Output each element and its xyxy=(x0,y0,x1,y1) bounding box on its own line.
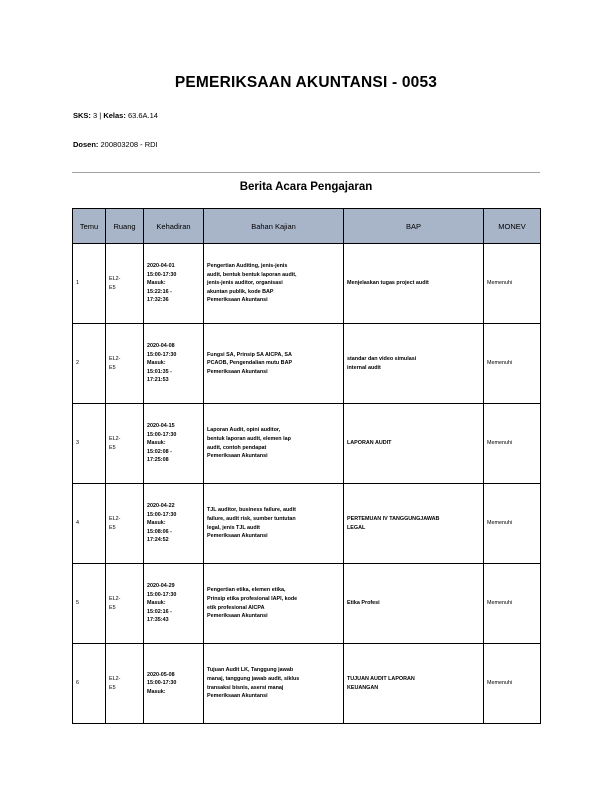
topic-line: Pengertian Auditing, jenis-jenis xyxy=(207,262,288,269)
topic-line: manaj, tanggung jawab audit, siklus xyxy=(207,675,300,682)
attendance-line: 15:00-17:30 xyxy=(147,680,177,687)
bap-line: TUJUAN AUDIT LAPORAN xyxy=(347,675,415,682)
topic-line: audit, bentuk bentuk laporan audit, xyxy=(207,271,297,278)
attendance-line: 15:08:06 - xyxy=(147,528,172,535)
column-header-ruang: Ruang xyxy=(106,209,144,244)
sks-label: SKS: xyxy=(73,111,91,120)
bap-line: PERTEMUAN IV TANGGUNGJAWAB xyxy=(347,515,440,522)
column-header-bap: BAP xyxy=(344,209,484,244)
column-header-temu: Temu xyxy=(73,209,106,244)
cell-bap xyxy=(344,644,484,724)
room-code-line: EL2- xyxy=(109,435,121,442)
table-body xyxy=(73,244,541,724)
cell-ruang xyxy=(106,404,144,484)
table-row xyxy=(73,484,541,564)
attendance-line: Masuk: xyxy=(147,600,166,607)
course-info-line xyxy=(73,111,158,120)
topic-line: Fungsi SA, Prinsip SA AICPA, SA xyxy=(207,351,292,358)
attendance-line: 2020-04-15 xyxy=(147,422,175,429)
cell-kehadiran xyxy=(144,644,204,724)
topic-line: Pemeriksaan Akuntansi xyxy=(207,533,268,540)
dosen-value: 200803208 - RDI xyxy=(100,140,158,149)
cell-monev: Memenuhi xyxy=(484,404,541,484)
table-row xyxy=(73,564,541,644)
attendance-line: 17:32:36 xyxy=(147,297,169,304)
topic-line: Tujuan Audit LK, Tanggung jawab xyxy=(207,667,294,674)
room-code-line: E5 xyxy=(109,684,116,691)
topic-line: akuntan publik, kode BAP xyxy=(207,288,274,295)
attendance-line: 17:24:52 xyxy=(147,537,169,544)
attendance-line: 2020-04-01 xyxy=(147,262,175,269)
bap-line: LEGAL xyxy=(347,524,366,531)
section-title: Berita Acara Pengajaran xyxy=(239,181,373,193)
cell-temu: 4 xyxy=(73,484,106,564)
topic-line: etik profesional AICPA xyxy=(207,604,265,611)
topic-line: Pemeriksaan Akuntansi xyxy=(207,693,268,700)
room-code-line: EL2- xyxy=(109,595,121,602)
cell-kehadiran xyxy=(144,564,204,644)
cell-ruang xyxy=(106,484,144,564)
room-code-line: E5 xyxy=(109,524,116,531)
cell-temu: 6 xyxy=(73,644,106,724)
topic-line: Prinsip etika profesional IAPI, kode xyxy=(207,595,298,602)
room-code-line: E5 xyxy=(109,444,116,451)
topic-line: TJL auditor, business failure, audit xyxy=(207,507,296,514)
topic-line: transaksi bisnis, asersi manaj xyxy=(207,684,284,691)
cell-monev: Memenuhi xyxy=(484,484,541,564)
attendance-line: Masuk: xyxy=(147,280,166,287)
divider xyxy=(72,172,540,173)
teaching-record-table xyxy=(72,208,541,724)
topic-line: audit, contoh pendapat xyxy=(207,444,267,451)
column-header-kehadiran: Kehadiran xyxy=(144,209,204,244)
kelas-value: 63.6A.14 xyxy=(127,111,158,120)
attendance-line: 15:02:08 - xyxy=(147,448,172,455)
cell-temu: 3 xyxy=(73,404,106,484)
attendance-line: 17:21:53 xyxy=(147,377,169,384)
cell-kehadiran xyxy=(144,244,204,324)
attendance-line: 15:02:16 - xyxy=(147,608,172,615)
room-code-line: EL2- xyxy=(109,515,121,522)
table-row xyxy=(73,404,541,484)
room-code-line: EL2- xyxy=(109,675,121,682)
kelas-label: Kelas: xyxy=(103,111,126,120)
attendance-line: 15:00-17:30 xyxy=(147,271,177,278)
attendance-line: Masuk: xyxy=(147,688,166,695)
cell-kehadiran xyxy=(144,484,204,564)
attendance-line: Masuk: xyxy=(147,520,166,527)
cell-ruang xyxy=(106,564,144,644)
bap-line: internal audit xyxy=(347,364,381,371)
bap-line: KEUANGAN xyxy=(347,684,379,691)
room-code-line: E5 xyxy=(109,604,116,611)
attendance-line: 2020-04-29 xyxy=(147,582,175,589)
sks-value: 3 xyxy=(93,111,98,120)
dosen-label: Dosen: xyxy=(73,140,99,149)
column-header-bahan-kajian: Bahan Kajian xyxy=(204,209,344,244)
table-row xyxy=(73,244,541,324)
attendance-line: 15:00-17:30 xyxy=(147,511,177,518)
attendance-line: 17:25:08 xyxy=(147,457,169,464)
cell-kehadiran xyxy=(144,404,204,484)
cell-monev: Memenuhi xyxy=(484,324,541,404)
cell-bahan-kajian xyxy=(204,324,344,404)
topic-line: Pemeriksaan Akuntansi xyxy=(207,613,268,620)
cell-temu: 2 xyxy=(73,324,106,404)
bap-line: Menjelaskan tugas project audit xyxy=(347,280,429,287)
topic-line: Pemeriksaan Akuntansi xyxy=(207,453,268,460)
attendance-line: 15:22:16 - xyxy=(147,288,172,295)
cell-bahan-kajian xyxy=(204,644,344,724)
room-code-line: EL2- xyxy=(109,275,121,282)
attendance-line: 15:01:35 - xyxy=(147,368,172,375)
attendance-line: 2020-04-22 xyxy=(147,502,175,509)
cell-bap xyxy=(344,324,484,404)
attendance-line: 15:00-17:30 xyxy=(147,351,177,358)
cell-bahan-kajian xyxy=(204,404,344,484)
cell-monev: Memenuhi xyxy=(484,244,541,324)
topic-line: bentuk laporan audit, elemen lap xyxy=(207,435,291,442)
table-header-row xyxy=(73,209,541,244)
topic-line: Pengertian etika, elemen etika, xyxy=(207,587,286,594)
cell-ruang xyxy=(106,644,144,724)
column-header-monev: MONEV xyxy=(484,209,541,244)
cell-bap xyxy=(344,404,484,484)
topic-line: failure, audit risk, sumber tuntutan xyxy=(207,515,296,522)
attendance-line: 2020-05-08 xyxy=(147,671,175,678)
bap-line: standar dan video simulasi xyxy=(347,355,417,362)
room-code-line: EL2- xyxy=(109,355,121,362)
table-row xyxy=(73,324,541,404)
lecturer-line xyxy=(73,140,158,149)
room-code-line: E5 xyxy=(109,284,116,291)
bap-line: Etika Profesi xyxy=(347,600,380,607)
cell-temu: 1 xyxy=(73,244,106,324)
cell-bap xyxy=(344,244,484,324)
topic-line: jenis-jenis auditor, organisasi xyxy=(207,280,283,287)
cell-bahan-kajian xyxy=(204,484,344,564)
table-row xyxy=(73,644,541,724)
attendance-line: 15:00-17:30 xyxy=(147,431,177,438)
cell-bahan-kajian xyxy=(204,244,344,324)
cell-monev: Memenuhi xyxy=(484,564,541,644)
topic-line: PCAOB, Pengendalian mutu BAP xyxy=(207,360,293,367)
cell-ruang xyxy=(106,324,144,404)
cell-bap xyxy=(344,484,484,564)
cell-ruang xyxy=(106,244,144,324)
attendance-line: Masuk: xyxy=(147,360,166,367)
topic-line: Laporan Audit, opini auditor, xyxy=(207,427,281,434)
attendance-line: 15:00-17:30 xyxy=(147,591,177,598)
attendance-line: Masuk: xyxy=(147,440,166,447)
attendance-line: 17:35:43 xyxy=(147,617,169,624)
cell-bap xyxy=(344,564,484,644)
cell-kehadiran xyxy=(144,324,204,404)
bap-line: LAPORAN AUDIT xyxy=(347,440,392,447)
separator: | xyxy=(99,111,102,120)
cell-monev: Memenuhi xyxy=(484,644,541,724)
room-code-line: E5 xyxy=(109,364,116,371)
cell-temu: 5 xyxy=(73,564,106,644)
cell-bahan-kajian xyxy=(204,564,344,644)
topic-line: Pemeriksaan Akuntansi xyxy=(207,297,268,304)
topic-line: Pemeriksaan Akuntansi xyxy=(207,368,268,375)
attendance-line: 2020-04-08 xyxy=(147,342,175,349)
document-title: PEMERIKSAAN AKUNTANSI - 0053 xyxy=(174,74,438,91)
topic-line: legal, jenis TJL audit xyxy=(207,524,260,531)
